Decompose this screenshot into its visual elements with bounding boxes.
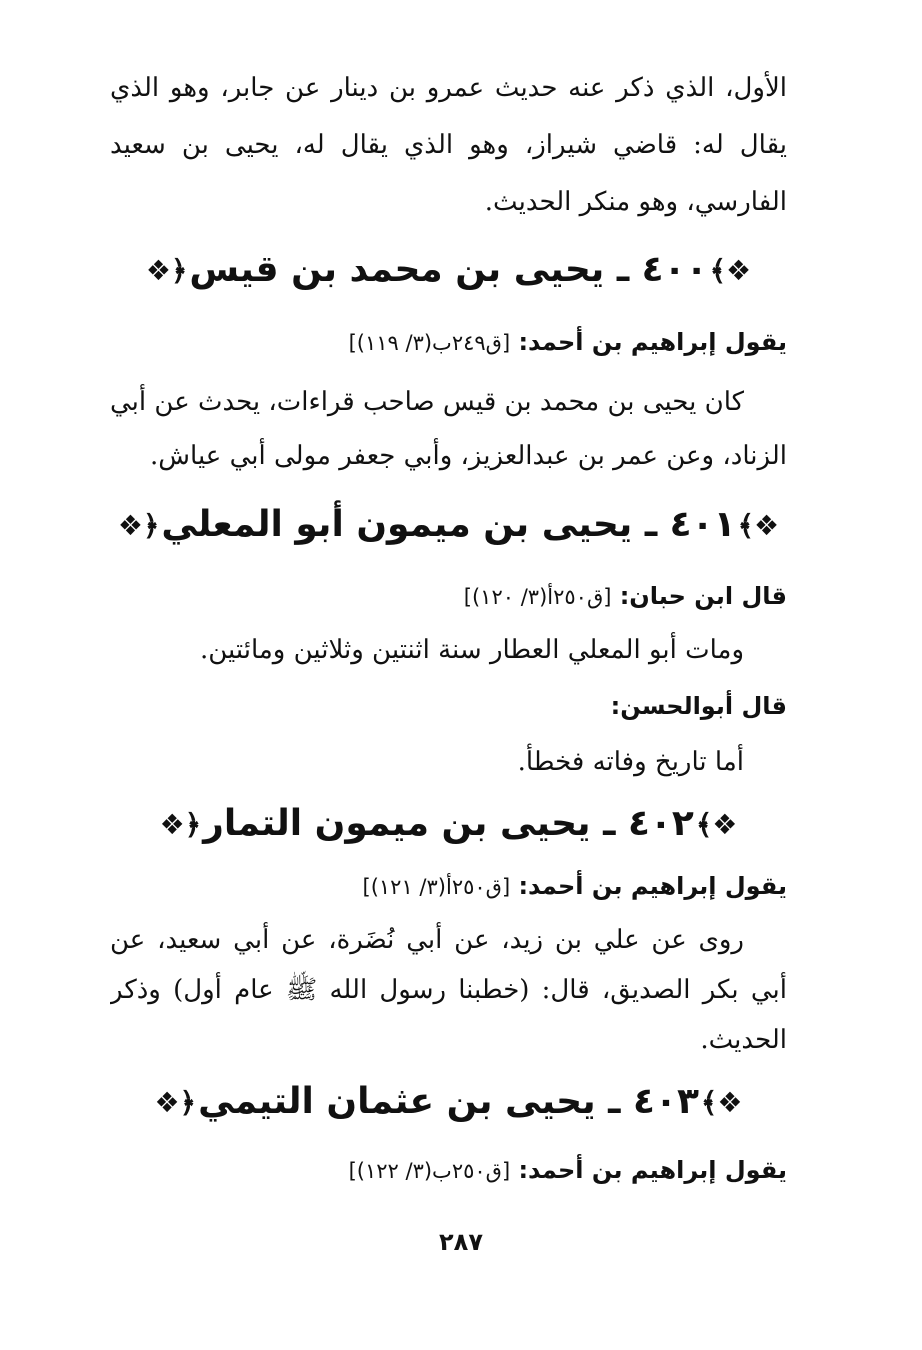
entry-401-body-line-1: ومات أبو المعلي العطار سنة اثنتين وثلاثين ومائتين.: [199, 635, 744, 665]
source-label: يقول إبراهيم بن أحمد:: [518, 1156, 787, 1184]
entry-401-second-label: قال أبوالحسن:: [610, 692, 787, 720]
ornament-left-icon: ﴿❖: [117, 509, 160, 542]
entry-title: ٤٠٠ ـ يحيى بن محمد بن قيس: [189, 249, 708, 290]
entry-400-body-line-2: الزناد، وعن عمر بن عبدالعزيز، وأبي جعفر مولى أبي عياش.: [150, 441, 787, 471]
entry-401-second-body: أما تاريخ وفاته فخطأ.: [517, 747, 744, 777]
source-reference: [ق٢٥٠أ(٣/ ١٢٠)]: [463, 585, 612, 609]
ornament-right-icon: ❖﴾: [700, 1086, 743, 1119]
source-label: يقول إبراهيم بن أحمد:: [518, 328, 787, 356]
entry-400-body-line-1: كان يحيى بن محمد بن قيس صاحب قراءات، يحدث عن أبي: [110, 387, 744, 417]
entry-title: ٤٠٣ ـ يحيى بن عثمان التيمي: [198, 1081, 699, 1122]
ornament-right-icon: ❖﴾: [695, 808, 738, 841]
entry-403-heading: [110, 1074, 787, 1131]
ornament-right-icon: ❖﴾: [709, 254, 752, 287]
ornament-left-icon: ﴿❖: [159, 808, 202, 841]
source-reference: [ق٢٥٠ب(٣/ ١٢٢)]: [348, 1159, 511, 1183]
source-label: قال ابن حبان:: [619, 582, 787, 610]
entry-402-body-line-2: أبي بكر الصديق، قال: (خطبنا رسول الله ﷺ عام أول) وذكر: [110, 975, 787, 1005]
entry-402-body-line-1: روى عن علي بن زيد، عن أبي نُضَرة، عن أبي سعيد، عن: [110, 925, 744, 955]
entry-400-source: [110, 322, 787, 363]
entry-403-source: [110, 1150, 787, 1191]
entry-400-heading: [110, 242, 787, 299]
intro-line-3: الفارسي، وهو منكر الحديث.: [484, 187, 787, 217]
page-number: ٢٨٧: [439, 1228, 483, 1256]
source-label: يقول إبراهيم بن أحمد:: [518, 872, 787, 900]
entry-402-source: [110, 866, 787, 907]
entry-401-heading: [110, 497, 787, 554]
entry-title: ٤٠١ ـ يحيى بن ميمون أبو المعلي: [161, 504, 736, 545]
source-reference: [ق٢٥٠أ(٣/ ١٢١)]: [362, 875, 511, 899]
intro-line-2: يقال له: قاضي شيراز، وهو الذي يقال له، يحيى بن سعيد: [110, 130, 787, 160]
ornament-right-icon: ❖﴾: [737, 509, 780, 542]
ornament-left-icon: ﴿❖: [145, 254, 188, 287]
intro-line-1: الأول، الذي ذكر عنه حديث عمرو بن دينار عن جابر، وهو الذي: [110, 73, 787, 103]
entry-401-source: [110, 576, 787, 617]
entry-402-heading: [110, 796, 787, 853]
entry-title: ٤٠٢ ـ يحيى بن ميمون التمار: [203, 803, 694, 844]
source-reference: [ق٢٤٩ب(٣/ ١١٩)]: [348, 331, 511, 355]
ornament-left-icon: ﴿❖: [154, 1086, 197, 1119]
entry-402-body-line-3: الحديث.: [700, 1025, 787, 1055]
